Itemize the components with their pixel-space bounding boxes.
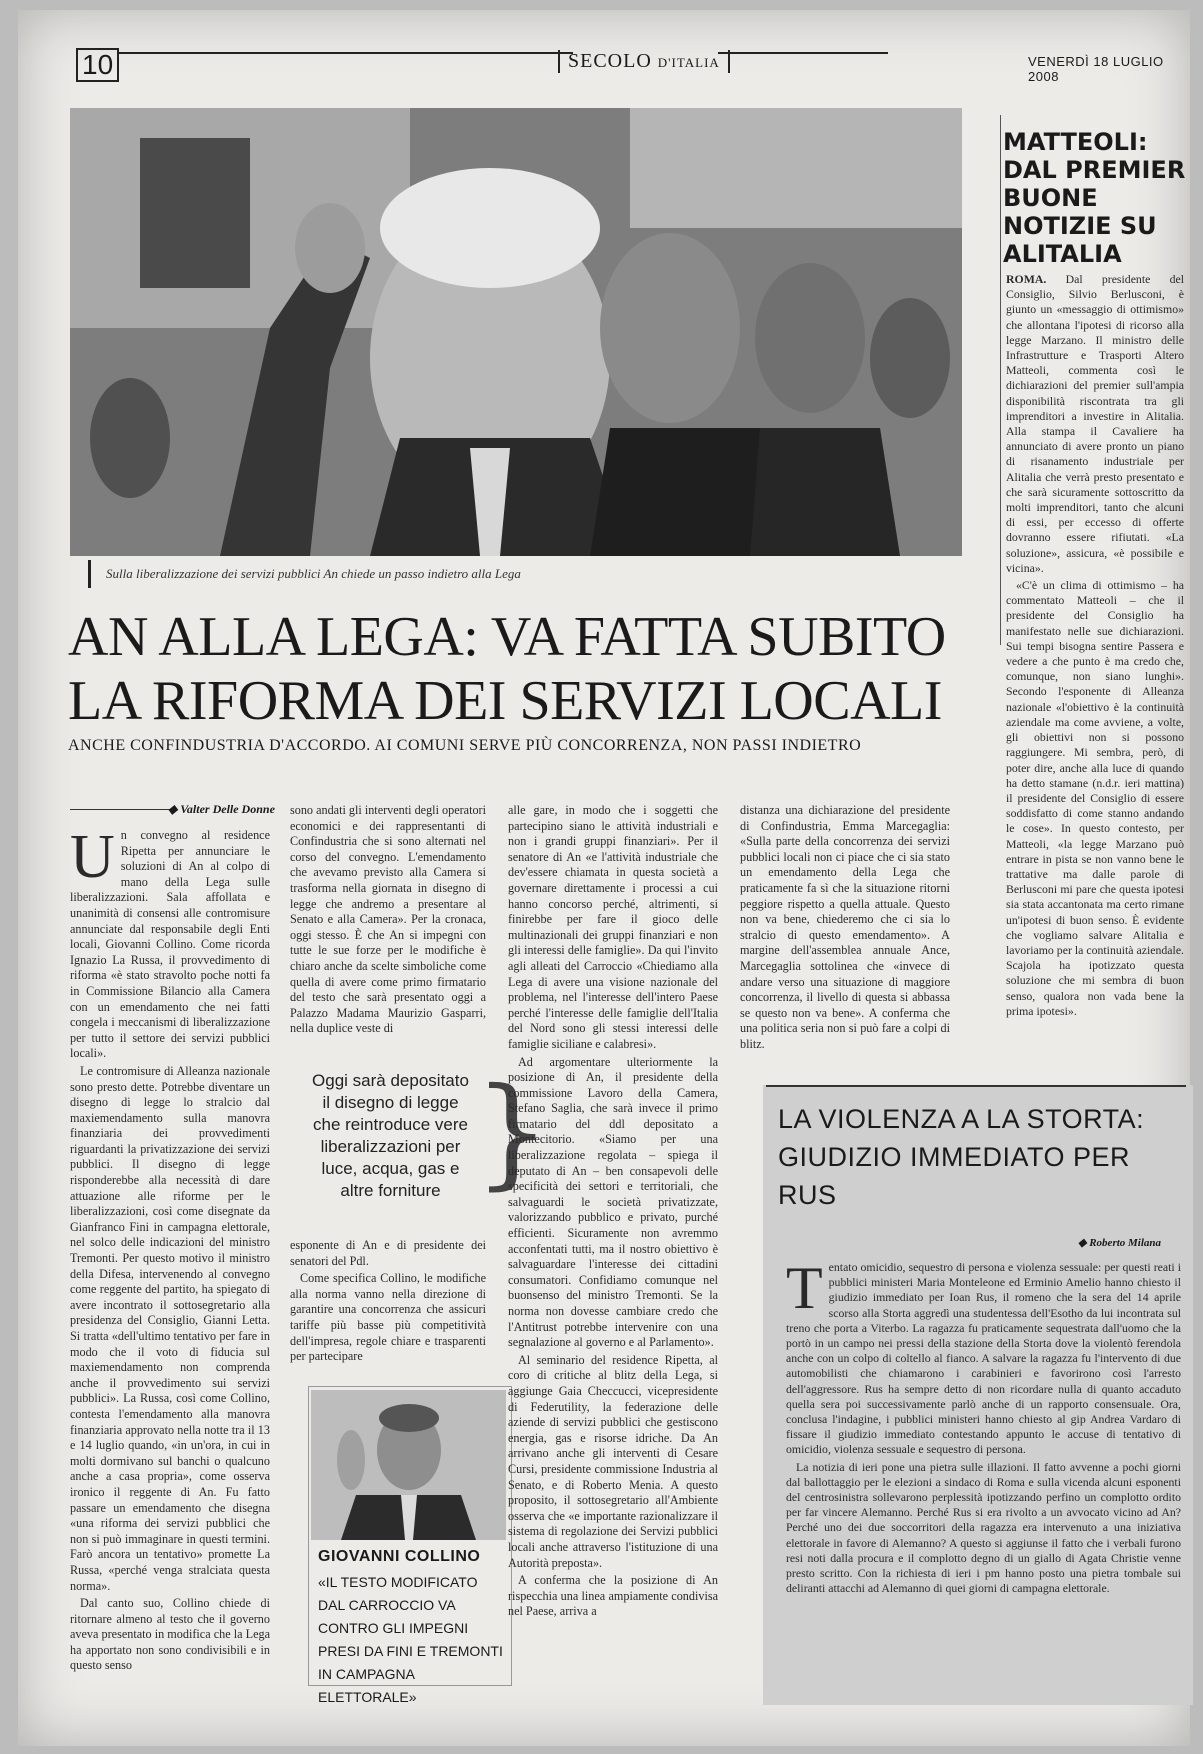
article-paragraph: alle gare, in modo che i soggetti che partecipino siano le attività industriali e non i grandi gruppi finanziari». Per il senatore di An «e l'attività industriale che dev'essere chiamata in questa società a governare direttamente i processi a cui hanno concorso perché, altrimenti, si finirebbe per fare il gioco delle multinazionali dei gruppi finanziari e non gli interessi delle famiglie». Da qui l'invito agli alleati del Carroccio «Chiediamo alla Lega di avere una visione nazionale del problema, nel l'interesse dell'intero Paese perché l'interesse delle famiglie dell'Italia del Nord sono gli stessi interessi delle famiglie siciliane e calabresi». [508, 803, 718, 1051]
headline-line-2: LA RIFORMA DEI SERVIZI LOCALI [68, 670, 942, 732]
page-number: 10 [76, 48, 119, 82]
paper-name: SECOLO [568, 50, 652, 72]
article-paragraph: n convegno al residence Ripetta per annunciare le soluzioni di An al colpo di mano della Lega sulle liberalizzazioni. Sala affollata e unanimità di consensi alle contromisure annunciate dal responsabile degli Enti locali, Giovanni Collino. Come ricorda Ignazio La Russa, il provvedimento di riforma «è stato stravolto poche notti fa in Commissione Bilancio alla Camera con un emendamento che nei fatti congela i meccanismi di liberalizzazione per tutto il settore dei servizi pubblici locali». [70, 828, 270, 1061]
article-paragraph: Al seminario del residence Ripetta, al coro di critiche al blitz della Lega, si aggiunge Gaia Checcucci, vicepresidente di Federutility, la federazione delle aziende di servizi pubblici che gestiscono energia, gas e risorse idriche. Da An arrivano anche gli interventi di Cesare Cursi, presidente commissione Industria al Senato, e di Roberto Menia. A questo proposito, il sottosegretario all'Ambiente osserva che «e importante razionalizzare il sistema di regolazione dei Servizi pubblici locali anche attraverso l'istituzione di una Autorità preposta». [508, 1352, 718, 1570]
violenza-title-line-1: LA VIOLENZA A LA STORTA: [778, 1104, 1145, 1134]
sidebar-rule [1000, 115, 1001, 645]
article-paragraph: Come specifica Collino, le modifiche alla norma vanno nella direzione di garantire una concorrenza che assicuri tariffe più basse più competitività dell'impresa, regole chiare e trasparenti per partecipare [290, 1271, 486, 1364]
paper-suffix: D'ITALIA [657, 55, 720, 70]
collino-name: GIOVANNI COLLINO [318, 1548, 481, 1565]
article-paragraph: Le contromisure di Alleanza nazionale sono presto dette. Potrebbe diventare un disegno di legge lo stralcio dal maxiemendamento sulla manovra finanziaria dei provvedimenti riguardanti la privatizzazione dei servizi pubblici. Il disegno di legge risponderebbe alla necessità di dare attuazione alle riforme per le liberalizzazioni, così come disegnate da Gianfranco Fini in campagna elettorale, nel solco delle indicazioni del ministro Tremonti. Per questo motivo il ministro della Difesa, intervenendo al convegno come reggente del partito, ha spiegato di avere incontrato il sottosegretario alla presidenza del Consiglio, Gianni Letta. Si tratta «dell'ultimo tentativo per fare in modo che il voto di fiducia sul maxiemendamento non comprenda anche il provvedimento sui servizi pubblici». La Russa, così come Collino, contesta l'emendamento alla manovra finanziaria approvato nella notte tra il 13 e 14 luglio quando, «in un'ora, in cui in molti dormivano sul banchi o qualcuno anche a casa propria», come osserva ironico il reggente di An. Fu fatto passare un emendamento che disegna «una riforma dei servizi pubblici che non si può immaginare in questi termini. Farò ancora un tentativo» promette La Russa, «perché venga stralciata questa norma». [70, 1063, 270, 1593]
main-photo [70, 108, 962, 556]
collino-quote: «IL TESTO MODIFICATO DAL CARROCCIO VA CONTRO GLI IMPEGNI PRESI DA FINI E TREMONTI IN CAMPAGNA ELETTORALE» [318, 1574, 503, 1705]
pull-quote-brace: } [474, 1063, 551, 1202]
sidebar-text [1006, 272, 1185, 1018]
violenza-author-name: Roberto Milana [1089, 1237, 1162, 1249]
violenza-title [778, 1100, 1190, 1214]
article-column-3 [508, 803, 718, 1721]
sidebar-paragraph-text: Dal presidente del Consiglio, Silvio Berlusconi, è giunto un «messaggio di ottimismo» che allontana l'ipotesi di ricorso alla legge Marzano. Il ministro delle Infrastrutture e Trasporti Altero Matteoli, commenta così le dichiarazioni del premier sull'ampia disponibilità riscontrata tra gli imprenditori a investire in Alitalia. Alla stampa il Cavaliere ha annunciato di avere pronto un piano di risanamento industriale per Alitalia che verrà presto presentato e che sarà sicuramente sottoscritto da molti imprenditori, tanto che alcuni di essi, per eccesso di offerte dovranno essere rifiutati. «La soluzione», assicura, «è possibile e vicina». [1006, 272, 1185, 575]
drop-cap: T [786, 1255, 823, 1321]
headline-line-1: AN ALLA LEGA: VA FATTA SUBITO [68, 606, 946, 668]
violenza-text [786, 1255, 1181, 1692]
issue-date: VENERDÌ 18 LUGLIO 2008 [1028, 54, 1164, 84]
masthead-rule [118, 52, 573, 54]
article-column-2-top [290, 803, 486, 1053]
article-paragraph: Dal canto suo, Collino chiede di ritornare almeno al testo che il governo aveva presentato in modifica che la Lega ha apportato non sono condivisibili e in questo senso [70, 1596, 270, 1673]
violenza-title-line-2: GIUDIZIO IMMEDIATO PER RUS [778, 1142, 1131, 1210]
author-name: Valter Delle Donne [180, 802, 275, 816]
subheadline: ANCHE CONFINDUSTRIA D'ACCORDO. AI COMUNI SERVE PIÙ CONCORRENZA, NON PASSI INDIETRO [68, 737, 862, 754]
byline: ◆ Valter Delle Donne [168, 802, 275, 816]
drop-cap: U [70, 823, 115, 891]
author-rule [70, 809, 170, 810]
photo-caption: Sulla liberalizzazione dei servizi pubblici An chiede un passo indietro alla Lega [106, 566, 521, 581]
article-paragraph: sono andati gli interventi degli operatori economici e dei rappresentanti di Confindustria che si sono alternati nel corso del convegno. L'emendamento che avevamo previsto alla Camera si trasforma nella giornata in disegno di legge che andremo a presentare al Senato e alla Camera». Per la cronaca, oggi stesso. È che An si impegni con tutte le sue forze per le modifiche è chiaro anche da scelte simboliche come quella di avere come primo firmatario del testo che sarà presentato oggi a Palazzo Madama Maurizio Gasparri, nella duplice veste di [290, 803, 486, 1036]
collino-portrait [311, 1390, 506, 1540]
article-column-1 [70, 823, 270, 1723]
article-paragraph: esponente di An e di presidente dei senatori del Pdl. [290, 1238, 486, 1268]
main-headline [68, 605, 968, 733]
pull-quote: Oggi sarà depositato il disegno di legge che reintroduce vere liberalizzazioni per luce, acqua, gas e altre forniture [312, 1071, 469, 1200]
sidebar-paragraph: «C'è un clima di ottimismo – ha commentato Matteoli – che il presidente del Consiglio ha manifestato nelle sue dichiarazioni. Sui tempi bisogna sentire Passera e vedere a che punto è ma credo che, comunque, non siano lunghi». Secondo l'esponente di Alleanza nazionale «l'obiettivo è la continuità aziendale ma come avviene, a volte, gli obiettivi non si possono raggiungere. Mi sembra, però, di poter dire, anche alla luce di quando ha detto stamane (n.d.r. ieri mattina) il presidente del Consiglio di essere soddisfatto di come stanno andando le cose». In questo contesto, per Matteoli, «la legge Marzano può entrare in pista se non vanno bene le trattative ma dalle parole di Berlusconi mi pare che questa ipotesi sia stata accantonata ma certo rimane un'ipotesi di buon senso. È evidente che vogliamo salvare Alitalia e lavoriamo per la continuità aziendale. Scajola ha ipotizzato questa soluzione che mi sembra di buon senso, qualora non vada bene la prima ipotesi». [1006, 578, 1184, 1018]
violenza-paragraph: La notizia di ieri pone una pietra sulle illazioni. Il fatto avvenne a pochi giorni dal ballottaggio per le elezioni a sindaco di Roma e sulla vicenda alcuni esponenti del centrosinistra sollevarono perplessità ipotizzando perfino un complotto ordito per far vincere Alemanno. Perché Rus si era rivolto a un avvocato vicino ad An? Perché uno dei due soccorritori della ragazza era intervenuto a una iniziativa elettorale in favore di Alemanno? A questo si aggiunse il fatto che i verbali furono resi noti dalla procura e il complotto degno di un giallo di Agata Christie venne presto scritto. Con la richiesta di ieri i pm hanno posto una pietra tombale sui deliranti attacchi ad Alemanno di quei giorni di campagna elettorale. [786, 1459, 1181, 1596]
article-paragraph: A conferma che la posizione di An rispecchia una linea ampiamente condivisa nel Paese, arriva a [508, 1573, 718, 1619]
article-paragraph: distanza una dichiarazione del presidente di Confindustria, Emma Marcegaglia: «Sulla parte della concorrenza dei servizi pubblici locali non ci piace che ci sia stato un emendamento della Lega che praticamente fa sì che la situazione ritorni peggiore rispetto a quella attuale. Questo non va bene, chiederemo che ci sia lo stralcio di questo emendamento». A margine dell'assemblea annuale Ance, Marcegaglia sottolinea che «invece di andare verso una situazione di maggiore concorrenza, il livello di questa si abbassa se questo non va bene». A conferma che una politica seria non si può fare a colpi di blitz. [740, 803, 950, 1051]
photo-crowd-illustration [70, 108, 962, 556]
violenza-byline: ◆ Roberto Milana [1078, 1237, 1162, 1249]
violenza-rule [766, 1085, 1186, 1087]
article-column-2-bottom [290, 1238, 486, 1378]
sidebar-title: MATTEOLI: DAL PREMIER BUONE NOTIZIE SU ALITALIA [1003, 128, 1186, 268]
article-column-4 [740, 803, 950, 1065]
masthead [558, 50, 730, 73]
newspaper-page [18, 10, 1190, 1746]
article-paragraph: Ad argomentare ulteriormente la posizione di An, il presidente della commissione Lavoro della Camera, Stefano Saglia, che sarà invece il primo firmatario del ddl depositato a Montecitorio. «Siamo per una liberalizzazione regolata – spiega il deputato di An – ben consapevoli delle specificità dei settori e territoriali, che salvaguardi le società privatizzate, valorizzando pubblico e privato, purché efficienti. Sicuramente non avremmo acconfentati tutti, ma il nostro obiettivo è salvaguardare l'interesse dei cittadini consumatori. Confidiamo comunque nel buonsenso del ministro Tremonti. Se la norma non dovesse cambiare credo che l'Antitrust potrebbe intervenire con una segnalazione al governo e al Parlamento». [508, 1054, 718, 1350]
collino-photo [311, 1390, 506, 1540]
violenza-paragraph: entato omicidio, sequestro di persona e violenza sessuale: per questi reati i pubblici ministeri Maria Monteleone ed Erminio Amelio hanno chiesto il giudizio immediato per Ioan Rus, il romeno che la sera del 14 aprile scorso alla Storta aggredì una studentessa dell'Esotho da lui incontrata sul treno che porta a Viterbo. La ragazza fu praticamente sequestrata dall'uomo che la portò in un campo nei pressi della stazione della Storta dove la violentò ferendola anche con un colpo di coltello al fianco. A salvare la ragazza fu l'intervento di due automobilisti che chiamarono i carabinieri e favorirono così l'arresto dell'aggressore. Rus ha sempre detto di non ricordare nulla di quanto accaduto quella sera poi successivamente parlò anche di un rapporto consensuale. Ora, conclusa l'indagine, i pubblici ministeri hanno chiesto al gip Andrea Vardaro di fissare il giudizio immediato contestando appunto le accuse di tentativo di omicidio, violenza sessuale e sequestro di persona. [786, 1260, 1181, 1457]
sidebar-paragraph [1006, 272, 1184, 576]
sidebar-dateline: ROMA. [1006, 272, 1047, 286]
masthead-rule-right [718, 52, 888, 54]
caption-marker [88, 560, 91, 588]
